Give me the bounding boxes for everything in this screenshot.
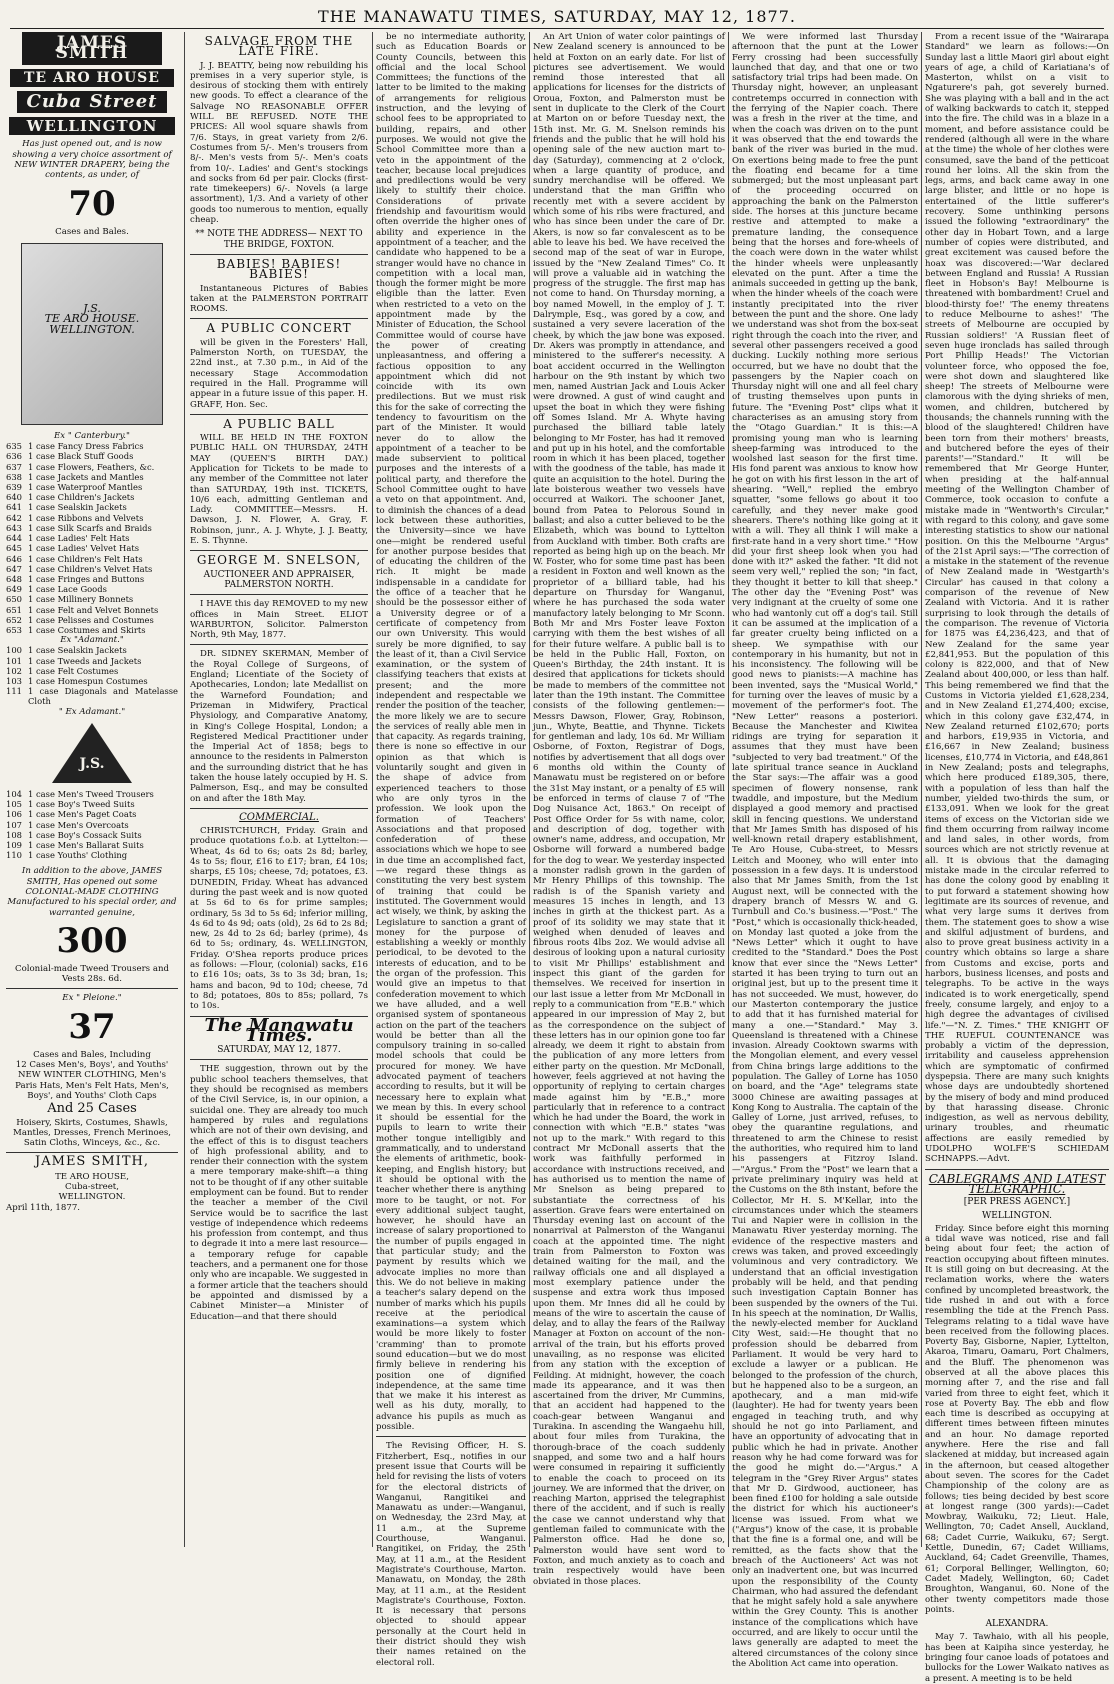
list-item-number: 644	[6, 533, 22, 544]
list-item	[6, 594, 178, 604]
list-item-number: 103	[6, 676, 22, 687]
list-item-text: 1 case Men's Paget Coats	[28, 809, 137, 820]
list-item-text: 1 case Costumes and Skirts	[28, 624, 146, 635]
footer-street: Cuba-street,	[65, 1182, 119, 1192]
triangle-label: J.S.	[79, 755, 105, 772]
list-item	[6, 676, 178, 686]
banner-wellington: WELLINGTON	[9, 117, 175, 135]
list-item-text: 1 case Ladies' Felt Hats	[28, 533, 130, 544]
cable-body: Friday. Since before eight this morning a tidal wave was noticed, rise and fall being about four feet; the action of reaction occupying about fifteen minutes. It is still going on but decreasing. At the reclamation works, where the waters confined by uncompleted breastwork, the tide rushed in and out with a force resembling the tide at the French Pass. Telegrams relating to a tidal wave have been received from the following places. Poverty Bay, Gisborne, Napier, Lyttelton, Akaroa, Timaru, Oamaru, Port Chalmers, and the Bluff. The phenomenon was observed at all the above places this morning after 7, and the rise and fall varied from three to eight feet, which it rose at Poverty Bay. The ebb and flow each time is described as occupying at different times between fifteen minutes and an hour. No damage reported anywhere. Here the rise and fall slackened at midday, but increased again in the afternoon, but ceased altogether about seven. The scores for the Cadet Championship of the colony are as follows; ties being decided by best score at longest range (300 yards):—Cadet Mowbray, Waikuku, 72; Lieut. Hale, Wellington, 70; Cadet Ansell, Auckland, 68; Cadet Currie, Waikuku, 67; Sergt. Kettle, Dunedin, 67; Cadet Williams, Auckland, 64; Cadet Greenville, Thames, 61; Corporal Bellinger, Wellington, 60; Cadet Madely, Wellington, 60; Cadet Broughton, Wanganui, 60. None of the other twenty competitors made those points.	[925, 1223, 1109, 1615]
separator	[6, 988, 178, 989]
list-item-number: 100	[6, 645, 22, 656]
list-item	[6, 850, 178, 860]
concert-title: A PUBLIC CONCERT	[206, 321, 352, 336]
list-item-text: 1 case Silk Scarfs and Braids	[28, 522, 152, 533]
local-news-body: An Art Union of water color paintings of New Zealand scenery is announced to be held at Foxton on an early date. For list of pictures see advertisement. We would remind those interested that all applications for licenses for the districts of Oroua, Foxton, and Palmerston must be sent in duplicate to the Clerk of the Court at Marton on or before Tuesday next, the 15th inst. Mr. G. M. Snelson reminds his friends and the public that he will hold his opening sale of the new auction mart to-day (Saturday), commencing at 2 o'clock, when a large quantity of produce, and sundry merchandise will be offered. We understand that the man Griffin who recently met with a severe accident by which some of his ribs were fractured, and who has since been under the care of Dr. Akers, is now so far convalescent as to be able to leave his bed. We have received the second map of the seat of war in Europe, issued by the "New Zealand Times" Co. It will prove a valuable aid in watching the progress of the struggle. The first map has not come to hand. On Thursday morning, a boy named Mowell, in the employ of J. T. Dalrymple, Esq., was gored by a cow, and sustained a very severe laceration of the cheek, by which the jaw bone was exposed. Dr. Akers was promptly in attendance, and ministered to the sufferer's necessity. A boat accident occurred in the Wellington harbour on the 9th instant by which two men, named Austrian Jack and Louis Acker were drowned. A gust of wind caught and upset the boat in which they were fishing off Somes Island. Mr A. Whyte having purchased the billiard table lately belonging to Mr Foster, has had it removed and put up in his hotel, and the comfortable room in which it has been placed, together with the goodness of the table, has made it quite an acquisition to the hotel. During the late boisterous weather two vessels have occurred at Waikori. The schooner Janet, bound from Patea to Pelorous Sound in ballast; and also a cutter believed to be the Elizabeth, which was bound to Lyttelton from Auckland with timber. Both crafts are reported as being high up on the beach. Mr W. Foster, who for some time past has been a resident in Foxton and well known as the proprietor of a billiard table, had his departure on Thursday for Wanganui, where he has purchased the soda water manufactory lately belonging to Mr Sconn. Both Mr and Mrs Foster leave Foxton carrying with them the best wishes of all for their future welfare. A public ball is to be held in the Public Hall, Foxton, on Queen's Birthday, the 24th instant. It is desired that applications for tickets should be made to members of the committee not later than the 19th instant. The Committee consists of the following gentlemen:—Messrs Dawson, Flower, Gray, Robinson, jun., Whyte, Beattie, and Thynne. Tickets for gentleman and lady, 10s 6d. Mr William Osborne, of Foxton, Registrar of Dogs, notifies by advertisement that all dogs over 6 months old within the County of Manawatu must be registered on or before the 31st May instant, or a penalty of £5 will be enforced in terms of clause 7 of "The Dog Nuisance Act, 1863." On receipt of Post Office Order for 5s with name, color, and description of dog, together with owner's name, address, and occupation, Mr Osborne will forward a numbered badge for the dog to wear. We yesterday inspected a monster radish grown in the garden of Mr Henry Phillips of this township. The radish is of the Spanish variety and measures 15 inches in length, and 13 inches in girth at the thickest part. As a proof of its solidity we may state that it weighed when denuded of leaves and fibrous roots 4lbs 2oz. We would advise all desirous of looking upon a natural curiosity to visit Mr Phillips' establishment and inspect this giant of the garden for themselves. We received for insertion in our last issue a letter from Mr McDonall in reply to a communication from "E.B." which appeared in our impression of May 2, but as the correspondence on the subject of these letters has in our opinion gone too far already, we deem it right to abstain from the publication of any more letters from either party on the question. Mr McDonall, however, feels aggrieved at not having the opportunity of replying to certain charges made against him by "E.B.," more particularly that in reference to a contract which he had under the Board, the work in connection with which "E.B." states "was not up to the mark." With regard to this contract Mr McDonall asserts that the work was faithfully performed in accordance with instructions received, and has authorised us to mention the name of Mr Snelson as being prepared to substantiate the correctness of his assertion. Grave fears were entertained on Thursday evening last on account of the nonarrival at Palmerston of the Wanganui coach at the appointed time. The night train from Palmerston to Foxton was detained waiting for the mail, and the railway officials one and all displayed a most exemplary patience under the suspense and extra work thus imposed upon them. Mr Innes did all he could by means of the wire to ascertain the cause of delay, and to allay the fears of the Railway Manager at Foxton on account of the non-arrival of the train, but his efforts proved unavailing, as no response was elicited from any station with the exception of Feilding. At midnight, however, the coach made its appearance, and it was then ascertained from the driver, Mr Cummins, that an accident had happened to the coach-gear between Wanganui and Turakina. In ascending the Wangaehu hill, about four miles from Turakina, the thorough-brace of the coach suddenly snapped, and some two and a half hours were consumed in repairing it sufficiently to enable the coach to proceed on its journey. We are informed that the driver, on reaching Marton, apprised the telegraphist there of the accident, and if such is really the case we cannot understand why that gentleman failed to communicate with the Palmerston office. Had he done so, Palmerston would have sent word to Foxton, and much anxiety as to coach and train respectively would have been obviated in those places.	[533, 32, 725, 1587]
goods-list-2	[6, 645, 178, 706]
list-item-number: 641	[6, 502, 22, 513]
list-item	[6, 492, 178, 502]
list-item-number: 108	[6, 829, 22, 840]
list-item-number: 649	[6, 584, 22, 595]
list-item	[6, 482, 178, 492]
ad-intro: Has just opened out, and is now showing a very choice assortment of NEW WINTER DRAPERY, being the contents, as under, of	[12, 139, 172, 181]
separator	[376, 1436, 526, 1437]
and-25-items: Hoisery, Skirts, Costumes, Shawls, Mantles, Dresses, French Merinoes, Satin Cloths, Winceys, &c., &c.	[13, 1117, 171, 1149]
list-item-text: 1 case Sealskin Jackets	[28, 502, 127, 513]
crate-illustration	[21, 243, 163, 425]
editorial-continued: be no intermediate authority, such as Education Boards or County Councils, between this official and the local School Committees; the functions of the latter to be limited to the making of arrangements for religious instruction, and the levying of school fees to be appropriated to building, repairs, and other purposes. We would not give the School Committee more than a veto in the appointment of the teacher, because local prejudices and predilections would be very likely to stultify their choice. Considerations of private friendship and favouritism would often override the higher ones of ability and experience in the appointment of a teacher, and the candidate who happened to be a stranger would have no chance in competition with a local man, though the former might be more eligible than the latter. Even when restricted to a veto on the appointment made by the Minister of Education, the School Committee would of course have the power of creating unpleasantness, and offering a factious opposition to any appointment which did not coincide with its own predilections. But we must risk this for the sake of correcting the tendency to favouritism on the part of the Minister. It would never do to allow the appointment of a teacher to be made subservient to political purposes and the interests of a political party, and therefore the School Committee ought to have a veto on that appointment. And, to diminish the chances of a dead lock between these authorities, the University—since we have one—might be rendered useful for another purpose besides that of educating the children of the rich. It might be made indispensable in a candidate for the office of a teacher that he should be the possessor either of a University degree or of a certificate of competency from our own University. This would surely be more dignified, to say the least of it, than a Civil Service examination, or the system of classifying teachers that exists at present; and the more independent and respectable we render the position of the teacher, the more likely we are to secure the services of really able men in that capacity. As regards training, there is none so effective in our opinion as that which is voluntarily sought and given in the shape of advice from experienced teachers to those who are only tyros in the profession. We look upon the formation of Teachers' Associations and that proposed confederation of these associations which we hope to see in due time an accomplished fact,—we regard these things as constituting the very best system of training that could be instituted. The Government would act wisely, we think, by asking the Legislature to sanction a grant of money for the purpose of establishing a weekly or monthly periodical, to be devoted to the interests of education, and to be the organ of the profession. This would give an impetus to that confederation movement to which we have alluded, and a well organised system of spontaneous action on the part of the teachers would be better than all the compulsory training in so-called model schools that could be procured for money. We have advocated payment of teachers according to results, but it will be necessary here to explain what we mean by this. In every school it should be essential for the pupils to learn to write their mother tongue intelligibly and grammatically, and to understand the elements of arithmetic, book-keeping, and English history; but it should be optional with the teacher whether there is anything more to be taught, or not. For every additional subject taught, however, he should have an increase of salary proportioned to the number of pupils engaged in that particular study; and the payment by results which we advocate implies no more than this. We do not believe in making a teacher's salary depend on the number of marks which his pupils receive at the periodical examinations—a system which would be more likely to foster 'cramming' than to promote sound education—but we do most firmly believe in rendering his position one of dignified independence, at the same time that we make it his interest as well as his duty, morally, to advance his pupils as much as possible.	[376, 32, 526, 1433]
banner-te-aro-house: TE ARO HOUSE	[10, 69, 174, 87]
list-item-text: 1 case Felt Costumes	[28, 665, 119, 676]
commercial-body: CHRISTCHURCH, Friday. Grain and produce quotations f.o.b. at Lyttelton:—Wheat, 4s 6d to 6s; oats 2s 8d; barley, 4s to 5s; flour, £16 to £17; bran, £4 10s; sharps, £5 10s; cheese, 7d; potatoes, £3. DUNEDIN, Friday. Wheat has advanced during the past week and is now quoted at 5s 6d to 6s for prime samples; ordinary, 5s 3d to 5s 6d; inferior milling, 4s 6d to 4s 9d; oats (old), 2s 6d to 2s 8d; new, 2s 4d to 2s 6d; barley (prime), 4s 6d to 5s; ordinary, 4s. WELLINGTON, Friday. O'Shea reports produce prices as follows: —Flour, (colonial) sacks, £16 to £16 10s; oats, 3s to 3s 3d; bran, 1s; hams and bacon, 9d to 10d; cheese, 7d to 8d; potatoes, 80s to 85s; pollard, 7s to 10s.	[190, 826, 368, 1012]
ex-adamant-2: " Ex Adamant."	[58, 706, 126, 717]
list-item-number: 107	[6, 819, 22, 830]
separator	[190, 594, 368, 595]
column-rule	[728, 32, 729, 1547]
list-item-text: 1 case Black Stuff Goods	[28, 451, 134, 462]
list-item-number: 109	[6, 839, 22, 850]
separator	[925, 1169, 1109, 1170]
list-item	[6, 799, 178, 809]
column-news-3	[925, 32, 1109, 1684]
list-item-text: 1 case Waterproof Mantles	[28, 482, 143, 493]
column-advertisements	[190, 32, 368, 1547]
list-item-text: 1 case Youths' Clothing	[28, 850, 128, 861]
ex-adamant: Ex "Adamant."	[60, 635, 124, 646]
list-item	[6, 840, 178, 850]
list-item	[6, 605, 178, 615]
list-item-text: 1 case Children's Felt Hats	[28, 553, 143, 564]
count-pleione: 37	[68, 1006, 116, 1047]
list-item	[6, 502, 178, 512]
column-editorial	[376, 32, 527, 1668]
count-trousers: 300	[56, 920, 128, 961]
banner-cuba-street: Cuba Street	[17, 91, 167, 113]
list-item-number: 106	[6, 809, 22, 820]
list-item	[6, 451, 178, 461]
list-item-number: 640	[6, 492, 22, 503]
separator	[190, 414, 368, 415]
list-item-text: 1 case Men's Ballarat Suits	[28, 839, 144, 850]
separator	[190, 318, 368, 319]
ball-title: A PUBLIC BALL	[223, 416, 335, 431]
addition-text: In addition to the above, JAMES SMITH, Has opened out some COLONIAL-MADE CLOTHING Manufactured to his special order, and warranted genuine,	[7, 866, 177, 918]
list-item-number: 101	[6, 655, 22, 666]
list-item-text: 1 case Flowers, Feathers, &c.	[28, 461, 155, 472]
list-item	[6, 615, 178, 625]
list-item-number: 645	[6, 543, 22, 554]
list-item-text: 1 case Homespun Costumes	[28, 676, 148, 687]
column-james-smith-ad	[6, 32, 178, 1547]
list-item-number: 638	[6, 471, 22, 482]
masthead	[10, 6, 1104, 29]
goods-list-3	[6, 789, 178, 860]
news-body: We were informed last Thursday afternoon that the punt at the Lower Ferry crossing had been successfully launched that day, and that one or two satisfactory trial trips had been made. On Thursday night, however, an unpleasant contretemps occurred in connection with the ferrying of the Napier coach. There was a fresh in the river at the time, and when the coach was driven on to the punt it was observed that the end towards the bank of the river was buried in the mud. On exertions being made to free the punt the floating end became for a time submerged; but the most unpleasant part of the proceeding occurred on approaching the bank on the Palmerston side. The horses at this juncture became restive and attempted to make a premature landing, the consequence being that the horses and fore-wheels of the coach were down in the water whilst the hinder wheels were unpleasantly elevated on the punt. After a time the animals succeeded in getting up the bank, when the hinder wheels of the coach were instantly precipitated into the river between the punt and the shore. One lady we understand was shot from the box-seat right through the coach into the river, and several other passengers received a good ducking. Luckily nothing more serious occurred, but we have no doubt that the passengers by the Napier coach on Thursday night will one and all feel chary of trusting themselves upon punts in future. The "Evening Post" clips what it characterises as an amusing story from the "Otago Guardian." It is this:—A promising young man who is learning sheep-farming was introduced to the woolshed last season for the first time. His fond parent was anxious to know how he got on with his first lesson in the art of shearing. "Well," replied the embryo squatter, "some fellows go about it too carefully, and they never make good shearers. There's nothing like going at it with a will. They all think I will make a first-rate hand in a very short time." "How did your first sheep look when you had done with it?" asked the father. "It did not seem very well," replied the son; "in fact, they thought it better to kill that sheep." The other day the "Evening Post" was very indignant at the cruelty of some one who had wantonly cut off a dog's tail. Still it can be assumed at the implication of a far greater cruelty being inflicted on a sheep. We sympathise with our contemporary in his humanity, but not in his inconsistency. The following will be good news to pianists:—A machine has been invented, says the "Musical World," for turning over the leaves of music by a movement of the performer's foot. The "New Letter" reasons a posteriori. Because the Manchester and Kiwitea ridings are trying for separation it assumes that they must have been "subjected to very bad treatment." Of the late spiritual trance seance in Auckland the Star says:—The affair was a good specimen of flowery nonsense, rank twaddle, and imposture, but the Medium displayed a good memory and practised skill in fencing questions. We understand that Mr James Smith has disposed of his well-known retail drapery establishment, Te Aro House, Cuba-street, to Messrs Leitch and Mooney, who will enter into possession in a few days. It is understood also that Mr James Smith, from the 1st August next, will be connected with the drapery branch of Messrs W. and G. Turnbull and Co.'s business.—"Post." The "Post," which is occasionally thick-headed, on Monday last quoted a joke from the "News Letter" which it ought to have credited to the "Standard." Does the Post know that ever since the "News Letter" started it has been trying to turn out an original jest, but up to the present time it has not succeeded. We must, however, do our Masterton contemporary the justice to add that it has furnished material for many a one.—"Standard." May 3. Queensland is threatened with a Chinese invasion. Already Cooktown swarms with the Mongolian element, and every vessel from China brings large additions to the population. The Galley of Lorne has 1050 on board, and the "Age" telegrams state 3000 Chinese are awaiting passages at Kong Kong to Australia. The captain of the Galley of Lorne, just arrived, refuses, to obey the quarantine regulations, and threatened to arm the Chinese to resist the authorities, who required him to land his passengers at Fitzroy Island.—"Argus." From the "Post" we learn that a private preliminary inquiry was held at the Customs on the 8th instant, before the Collector, Mr H. S. M'Kellar, into the circumstances under which the steamers Tui and Napier were in collision in the Manawatu River yesterday morning. The evidence of the respective masters and crews was taken, and proved exceedingly voluminous and very contradictory. We understand that an official investigation probably will be held, and that pending such investigation Captain Bonner has been suspended by the owners of the Tui. In his speech at the nomination, Dr Wallis, the newly-elected member for Auckland City West, said:—He thought that no profession should be debarred from Parliament. It would be very hard to exclude a lawyer or a publican. He belonged to the profession of the church, but he happened also to be a surgeon, an apothecary, and a man mid-wife (laughter). He had for twenty years been engaged in teaching truth, and why should he not go into Parliament, and have an opportunity of advocating that in public which he had in private. Another reason why he had come forward was for the good he might do.—"Argus." A telegram in the "Grey River Argus" states that Mr D. Girdwood, auctioneer, has been fined £100 for holding a sale outside the district for which his auctioneer's license was issued. From what we ("Argus") know of the case, it is probable that the fine is a formal one, and will be remitted, as the facts show that the breach of the Auctioneers' Act was not only an inadvertent one, but was incurred upon the responsibility of the County Chairman, who had assured the defendant that he might safely hold a sale anywhere within the Grey County. This is another instance of the complications which have occurred, and are likely to occur until the laws generally are adapted to meet the altered circumstances of the colony since the Abolition Act came into operation.	[732, 32, 918, 1669]
footer-name: JAMES SMITH,	[35, 1154, 149, 1170]
footer-city: WELLINGTON.	[58, 1192, 126, 1203]
column-rule	[529, 32, 530, 1547]
revising-officer: The Revising Officer, H. S. Fitzherbert, Esq., notifies in our present issue that Courts will be held for revising the lists of voters for the electoral districts of Wanganui, Rangitikei and Manawatu as under:—Wanganui, on Wednesday, the 23rd May, at 11 a.m., at the Supreme Courthouse, Wanganui. Rangitikei, on Friday, the 25th May, at 11 a.m., at the Resident Magistrate's Courthouse, Marton. Manawatu, on Monday, the 28th May, at 11 a.m., at the Resident Magistrate's Courthouse, Foxton. It is necessary that persons objected to should appear personally at the Court held in their district should they wish their names retained on the electoral roll.	[376, 1441, 527, 1668]
list-item-text: 1 case Ribbons and Velvets	[28, 512, 144, 523]
list-item-text: 1 case Pelisses and Costumes	[28, 614, 154, 625]
concert-body: will be given in the Foresters' Hall, Palmerston North, on TUESDAY, the 22nd inst., at 7.30 p.m., in Aid of the necessary Stage Accommodation required in the Hall. Programme will appear in a future issue of this paper. H. GRAFF, Hon. Sec.	[190, 337, 368, 410]
ball-body: WILL BE HELD IN THE FOXTON PUBLIC HALL ON THURSDAY, 24TH MAY (QUEEN'S BIRTH DAY.) Application for Tickets to be made to any member of the Committee not later than SATURDAY, 19th inst. TICKETS, 10/6 each, admitting Gentleman and Lady. COMMITTEE—Messrs. H. Dawson, J. N. Flower, A. Gray, F. Robinson, junr., A. J. Whyte, J. J. Beatty, E. S. Thynne.	[190, 433, 368, 547]
list-item-text: 1 case Children's Jackets	[28, 492, 135, 503]
list-item-number: 636	[6, 451, 22, 462]
ex-canterbury: Ex " Canterbury."	[54, 430, 130, 441]
list-item	[6, 462, 178, 472]
list-item-number: 105	[6, 799, 22, 810]
list-item-text: 1 case Boy's Cossack Suits	[28, 829, 142, 840]
list-item	[6, 820, 178, 830]
separator	[190, 644, 368, 645]
list-item-text: 1 case Ladies' Velvet Hats	[28, 543, 139, 554]
list-item	[6, 441, 178, 451]
separator	[190, 550, 368, 551]
list-item-text: 1 case Fancy Dress Fabrics	[28, 441, 144, 452]
footer-date: April 11th, 1877.	[6, 1202, 81, 1213]
list-item-number: 646	[6, 553, 22, 564]
list-item-text: 1 case Lace Goods	[28, 584, 107, 595]
list-item	[6, 584, 178, 594]
news-body-2: From a recent issue of the "Wairarapa Standard" we learn as follows:—On Sunday last a little Maori girl about eight years of age, a child of Kariatiana's of Masterton, whilst on a visit to Ngaturere's pah, got severely burned. She was playing with a ball and in the act of walking backwards to catch it, stepped into the fire. The child was in a blaze in a moment, and before assistance could be rendered (although all were in the whare at the time) the whole of her clothes were consumed, save the band of the petticoat round her loins. All the skin from the legs, arms, and back came away in one large blister, and little or no hope is entertained of the little sufferer's recovery. Some unthinking persons issued the following "extraordinary" the other day in Hobart Town, and a large number of copies were distributed, and great excitement was caused before the hoax was discovered:—'War declared between England and Russia! A Russian fleet in Hobson's Bay! Melbourne is threatened with bombardment! Cruel and blood-thirsty foe!' 'The enemy threatens to reduce Melbourne to ashes!' 'The streets of Melbourne are occupied by Russian soldiers!' 'A Russian fleet of seven huge ironclads has sailed through Port Phillip Heads!' The Victorian volunteer force, who opposed the foe, were shot down and slaughtered like sheep! The streets of Melbourne were clamorous with the dying shrieks of men, women, and children, butchered by thousands; the channels running with the blood of the slaughtered! Children have been torn from their mothers' breasts, and butchered before the eyes of their parents!'—"Standard." It will be remembered that Mr George Hunter, when presiding at the half-annual meeting of the Wellington Chamber of Commerce, took occasion to confute a mistake made in "Wentworth's Circular," with regard to this colony, and gave some interesting statistics to show our national position. On this the Melbourne "Argus" of the 21st April says:—"The correction of a mistake in the statement of the revenue of New Zealand made in 'Westgarth's Circular' has caused in that colony a comparison of the revenue of New Zealand with Victoria. And it is rather surprising to look through the details of the comparison. The revenue of Victoria for 1875 was £4,236,423, and that of New Zealand for the same year £2,841,953. But the population of this colony is 822,000, and that of New Zealand about 400,000, or less than half. This being remembered we find that the Customs in Victoria yielded £1,628,234, and in New Zealand £1,274,400; excise, which in this colony gave £32,474, in New Zealand returned £102,670; ports and harbors, £19,935 in Victoria, and £16,667 in New Zealand; business licenses, £10,774 in Victoria, and £48,861 in New Zealand; posts and telegraphs, which here produced £189,305, there, with a population of less than half the number, yielded two-thirds the sum, or £133,091. When we look for the great items of excess on the Victorian side we find them occurring from railway income and land sales, in other words, from sources which are not strictly revenue at all. It is obvious that the damaging mistake made in the circular referred to has done the colony good by enabling it to put forward a statement showing how legitimate are its sources of revenue, and what very large sums it derives from them. The statement goes to show a wise and skilful adjustment of burdens, and also to prove great business activity in a country which obtains so large a share from Customs and excise, ports and harbors, business licenses, and posts and telegraphs. To be active in the ways indicated is to work energetically, spend freely, consume largely, and enjoy to a high degree the advantages of civilised life."—"N. Z. Times." THE KNIGHT OF THE RUEFUL COUNTENANCE was probably a victim of the depression, irritability and causeless apprehension which are symptomatic of confirmed dyspepsia. There are many such knights whose days are undoubtedly shortened by the misery of body and mind produced by that harassing disease. Chronic indigestion, as well as nervous debility, urinary troubles, and rheumatic affections are easily remedied by UDOLPHO WOLFE'S SCHIEDAM SCHNAPPS.—Advt.	[925, 32, 1109, 1165]
goods-list-1	[6, 441, 178, 635]
ex-pleione: Ex " Pleione."	[62, 993, 122, 1004]
list-item	[6, 523, 178, 533]
count-pleione-items: 12 Cases Men's, Boys', and Youths' NEW WINTER CLOTHING, Men's Paris Hats, Men's Felt Hats, Men's, Boys', and Youths' Cloth Caps	[15, 1060, 169, 1101]
alexandra-body: May 7. Tawhaio, with all his people, has been at Kaipiha since yesterday, he bringing four canoe loads of potatoes and bullocks for the Lower Waikato natives as a present. A meeting is to be held	[925, 1632, 1109, 1684]
column-rule	[921, 32, 922, 1547]
list-item-number: 102	[6, 665, 22, 676]
salvage-title: SALVAGE FROM THE LATE FIRE.	[204, 34, 354, 59]
list-item	[6, 533, 178, 543]
doctor-notice: DR. SIDNEY SKERMAN, Member of the Royal College of Surgeons, of England; Licentiate of the Society of Apothecaries, London; late Medallist on the Warneford Foundation; and Prizeman in Midwifery, Practical Physiology, and Comparative Anatomy, in King's College Hospital, London; a Registered Medical Practitioner under the Imperial Act of 1858; begs to announce to the residents in Palmerston and the surrounding district that he has taken the house lately occupied by H. S. Palmerson, Esq., and may be consulted on and after the 18th May.	[190, 649, 368, 804]
list-item-text: 1 case Millinery Bonnets	[28, 594, 134, 605]
list-item-number: 637	[6, 461, 22, 472]
salvage-note: ** NOTE THE ADDRESS— NEXT TO THE BRIDGE, FOXTON.	[195, 229, 363, 250]
list-item	[6, 666, 178, 676]
footer-house: TE ARO HOUSE,	[55, 1171, 129, 1182]
list-item	[6, 645, 178, 655]
list-item-number: 104	[6, 788, 22, 799]
list-item-text: 1 case Men's Tweed Trousers	[28, 788, 154, 799]
list-item-text: 1 case Sealskin Jackets	[28, 645, 127, 656]
list-item	[6, 686, 178, 706]
alexandra-heading: ALEXANDRA.	[985, 1619, 1049, 1630]
column-rule	[184, 32, 185, 1547]
column-rule	[372, 32, 373, 1547]
separator	[190, 254, 368, 255]
list-item-number: 653	[6, 624, 22, 635]
press-agency: [PER PRESS AGENCY.]	[963, 1197, 1071, 1208]
list-item-number: 650	[6, 594, 22, 605]
count-trousers-label: Colonial-made Tweed Trousers and Vests 28s. 6d.	[15, 963, 169, 985]
list-item-text: 1 case Felt and Velvet Bonnets	[28, 604, 159, 615]
list-item	[6, 830, 178, 840]
banner-james-smith: JAMES SMITH	[22, 32, 162, 65]
separator	[190, 1059, 368, 1060]
list-item-text: 1 case Boy's Tweed Suits	[28, 799, 135, 810]
list-item-text: 1 case Fringes and Buttons	[28, 573, 145, 584]
list-item	[6, 789, 178, 799]
paper-title: The Manawatu Times.	[204, 1014, 354, 1046]
wellington-heading: WELLINGTON.	[982, 1210, 1052, 1221]
list-item-text: 1 case Tweeds and Jackets	[28, 655, 142, 666]
list-item	[6, 625, 178, 635]
snelson-title: GEORGE M. SNELSON,	[196, 553, 362, 568]
list-item-text: 1 case Children's Velvet Hats	[28, 563, 153, 574]
list-item-number: 111	[6, 686, 22, 697]
list-item-text: 1 case Jackets and Mantles	[28, 471, 144, 482]
count-pleione-label: Cases and Bales, Including	[33, 1049, 151, 1060]
list-item-text: 1 case Diagonals and Matelasse Cloth	[28, 686, 178, 707]
list-item-number: 642	[6, 512, 22, 523]
list-item-number: 647	[6, 563, 22, 574]
list-item	[6, 809, 178, 819]
list-item-number: 643	[6, 522, 22, 533]
list-item-number: 648	[6, 573, 22, 584]
masthead-title: THE MANAWATU TIMES, SATURDAY, MAY 12, 1877.	[318, 7, 796, 26]
cable-title: CABLEGRAMS AND LATEST TELEGRAPHIC.	[928, 1171, 1106, 1196]
list-item	[6, 543, 178, 553]
list-item-text: 1 case Men's Overcoats	[28, 819, 129, 830]
salvage-body: J. J. BEATTY, being now rebuilding his premises in a very superior style, is desirous of stocking them with entirely new goods. To effect a clearance of the Salvage NO REASONABLE OFFER WILL BE REFUSED. NOTE THE PRICES: All wool square shawls from 7/6. Stays, in great variety from 2/6. Costumes from 5/-. Men's trousers from 8/-. Men's vests from 5/-. Men's coats from 10/-. Ladies' and Gent's stockings and socks from 6d per pair. Clocks (first-rate timekeepers) 6/-. Novels (a large assortment), 1/3. And a variety of other goods too numerous to mention, equally cheap.	[190, 60, 368, 226]
paper-date: SATURDAY, MAY 12, 1877.	[217, 1045, 341, 1056]
list-item	[6, 656, 178, 666]
list-item	[6, 554, 178, 564]
list-item	[6, 564, 178, 574]
count-cases-1: 70	[68, 183, 116, 224]
list-item	[6, 513, 178, 523]
separator	[6, 1152, 178, 1153]
babies-body: Instantaneous Pictures of Babies taken at the PALMERSTON PORTRAIT ROOMS.	[190, 283, 368, 315]
crate-label: J.S. TE ARO HOUSE. WELLINGTON.	[44, 301, 140, 336]
babies-title: BABIES! BABIES! BABIES!	[216, 256, 342, 282]
snelson-body: AUCTIONEER AND APPRAISER, PALMERSTON NORTH.	[203, 569, 355, 590]
list-item-number: 110	[6, 850, 22, 861]
list-item-number: 652	[6, 614, 22, 625]
list-item-number: 651	[6, 604, 22, 615]
count-cases-1-label: Cases and Bales.	[55, 226, 129, 237]
list-item-number: 635	[6, 441, 22, 452]
commercial-title: COMMERCIAL.	[239, 811, 319, 823]
removed-notice: I HAVE this day REMOVED to my new offices in Main Street. ELIOT WARBURTON, Solicitor. Palmerston North, 9th May, 1877.	[190, 599, 368, 641]
list-item-number: 639	[6, 482, 22, 493]
list-item	[6, 574, 178, 584]
and-25-cases: And 25 Cases	[47, 1101, 137, 1117]
separator	[190, 808, 368, 809]
column-local-news	[533, 32, 725, 1587]
column-news-2	[732, 32, 918, 1669]
list-item	[6, 472, 178, 482]
editorial-start: THE suggestion, thrown out by the public school teachers themselves, that they should be recognised as members of the Civil Service, is, in our opinion, a suicidal one. They are already too much hampered by rules and regulations which are not of their own devising, and the effect of this is to disgust teachers of high professional ability, and to render their connection with the system a mere temporary make-shift—a thing not to be thought of if any other suitable employment can be found. But to render the teacher a member of the Civil Service would be to sacrifice the last vestige of independence which redeems his profession from contempt, and thus to degrade it into a mere last resource—a temporary refuge for capable teachers, and a permanent one for those only who are incapable. We suggested in a former article that the teachers should be appointed and dismissed by a Cabinet Minister—a Minister of Education—and that there should	[190, 1064, 368, 1322]
